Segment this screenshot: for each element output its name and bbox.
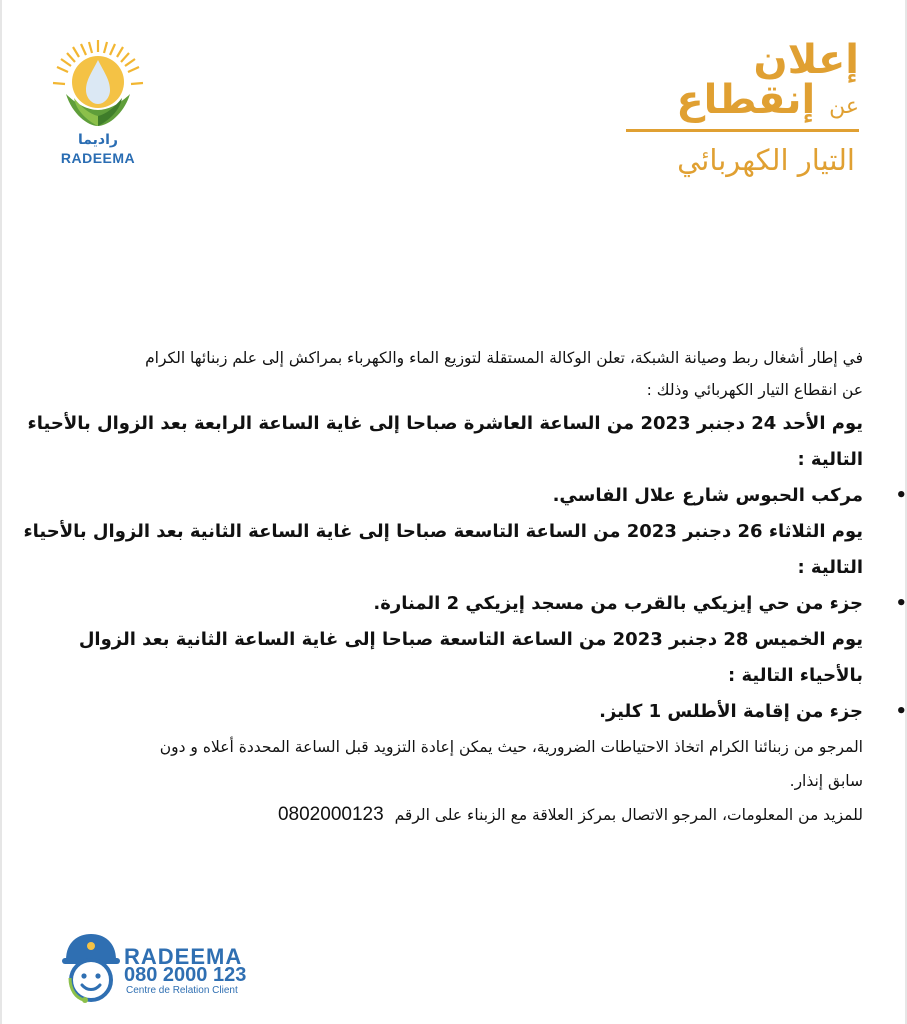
outage-2-place <box>36 586 907 622</box>
contact-text: للمزيد من المعلومات، المرجو الاتصال بمركز العلاقة مع الزبناء على الرقم <box>394 806 863 824</box>
outage-1-place-text: مركب الحبوس شارع علال الفاسي. <box>552 485 863 506</box>
title-line-announcement: إعلان <box>753 37 859 83</box>
outage-1-day-cont: التالية : <box>797 449 863 470</box>
title-line-electricity: التيار الكهربائي <box>677 143 855 177</box>
bullet-icon: • <box>895 485 907 506</box>
outage-3-place <box>36 694 907 730</box>
outage-1-day: يوم الأحد 24 دجنبر 2023 من الساعة العاشرة صباحا إلى غاية الساعة الرابعة بعد الزوال بالأحياء <box>27 413 863 434</box>
title-word-about: عن <box>829 94 859 119</box>
bullet-icon: • <box>895 593 907 614</box>
outage-2-place-text: جزء من حي إيزيكي بالقرب من مسجد إيزيكي 2 المنارة. <box>373 593 863 614</box>
mascot-icon <box>60 930 122 1010</box>
customer-center-logo <box>60 930 270 1010</box>
bullet-icon: • <box>895 701 907 722</box>
announcement-body <box>23 342 907 832</box>
intro-line-2: عن انقطاع التيار الكهربائي وذلك : <box>646 381 863 399</box>
logo-latin-text: RADEEMA <box>60 150 136 166</box>
footer-brand: RADEEMA <box>124 944 243 969</box>
title-word-outage: إنقطاع <box>676 77 816 123</box>
outage-2-day: يوم الثلاثاء 26 دجنبر 2023 من الساعة التاسعة صباحا إلى غاية الساعة الثانية بعد الزوال بالأحياء <box>23 521 863 542</box>
contact-phone-number: 0802000123 <box>277 804 384 825</box>
sun-drop-logo-icon <box>48 38 148 133</box>
note-line-1: المرجو من زبنائنا الكرام اتخاذ الاحتياطات الضرورية، حيث يمكن إعادة التزويد قبل الساعة المحددة أعلاه و دون <box>159 738 863 756</box>
outage-3-day-cont: بالأحياء التالية : <box>728 665 863 686</box>
page-border-left <box>0 0 2 1024</box>
announcement-title <box>559 37 859 127</box>
title-line-outage <box>559 77 859 127</box>
title-divider <box>626 129 859 132</box>
outage-1-place <box>36 478 907 514</box>
intro-line-1: في إطار أشغال ربط وصيانة الشبكة، تعلن الوكالة المستقلة لتوزيع الماء والكهرباء بمراكش إلى علم زبنائها الكرام <box>145 349 863 367</box>
logo-arabic-text: راديما <box>78 132 118 148</box>
outage-3-day: يوم الخميس 28 دجنبر 2023 من الساعة التاسعة صباحا إلى غاية الساعة الثانية بعد الزوال <box>78 629 863 650</box>
contact-line <box>36 798 863 832</box>
note-line-2: سابق إنذار. <box>789 772 863 790</box>
outage-2-day-cont: التالية : <box>797 557 863 578</box>
radeema-logo <box>48 38 148 173</box>
footer-phone: 080 2000 123 <box>124 964 247 986</box>
outage-3-place-text: جزء من إقامة الأطلس 1 كليز. <box>599 701 863 722</box>
footer-subtitle: Centre de Relation Client <box>126 985 238 996</box>
